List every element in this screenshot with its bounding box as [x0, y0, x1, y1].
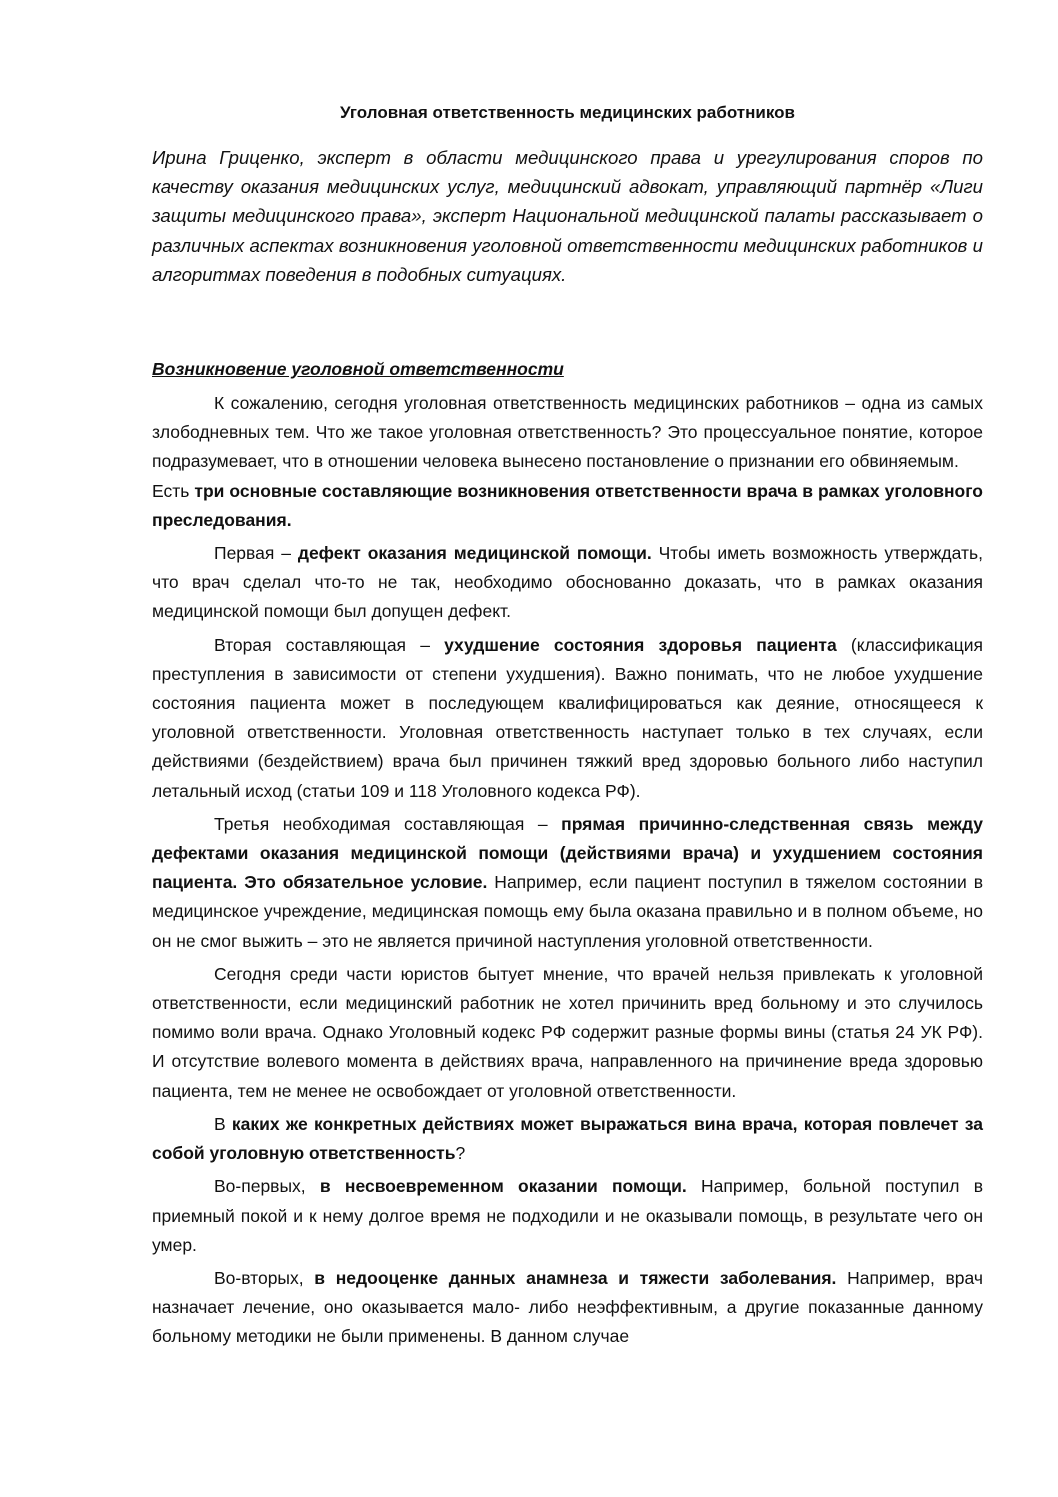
text-run: ?: [455, 1143, 466, 1164]
paragraph-3: [152, 539, 983, 627]
bold-run: прямая причинно-следственная связь между дефектами оказания медицинской помощи (действиями врача) и ухудшением состояния пациента. Это обязательное условие.: [152, 813, 983, 893]
paragraph-4: [152, 631, 983, 806]
document-page: [152, 96, 983, 1352]
bold-run: ухудшение состояния здоровья пациента: [444, 634, 837, 655]
bold-run: каких же конкретных действиях может выражаться вина врача, которая повлечет за собой уголовную ответственность: [152, 1113, 984, 1164]
text-run: Первая –: [214, 543, 298, 564]
text-run: В: [214, 1113, 232, 1134]
text-run: Есть: [152, 480, 195, 501]
paragraph-2: [152, 477, 983, 535]
section-heading: Возникновение уголовной ответственности: [152, 359, 564, 380]
paragraph-5: [152, 810, 983, 956]
paragraph-8: [152, 1172, 983, 1260]
text-run: (классификация преступления в зависимости от степени ухудшения). Важно понимать, что не любое ухудшение состояния пациента может в последующем квалифицироваться как деяние, относящееся к уголовной ответственности. Уголовная ответственность наступает только в тех случаях, если действиями (бездействием) врача был причинен тяжкий вред здоровью больного либо наступил летальный исход (статьи 109 и 118 Уголовного кодекса РФ).: [152, 634, 984, 801]
paragraph-9: [152, 1264, 983, 1352]
text-run: Вторая составляющая –: [214, 634, 445, 655]
paragraph-1: К сожалению, сегодня уголовная ответственность медицинских работников – одна из самых злободневных тем. Что же такое уголовная ответственность? Это процессуальное понятие, которое подразумевает, что в отношении человека вынесено постановление о признании его обвиняемым.: [152, 393, 983, 472]
bold-run: в несвоевременном оказании помощи.: [319, 1176, 687, 1197]
bold-run: три основные составляющие возникновения ответственности врача в рамках уголовного преследования.: [152, 480, 983, 530]
text-run: Например, больной поступил в приемный покой и к нему долгое время не подходили и не оказывали помощь, в результате чего он умер.: [152, 1176, 983, 1255]
text-run: Во-первых,: [214, 1176, 320, 1197]
text-run: Во-вторых,: [214, 1267, 315, 1288]
paragraph-6: Сегодня среди части юристов бытует мнение, что врачей нельзя привлекать к уголовной ответственности, если медицинский работник не хотел причинить вред больному и это случилось помимо воли врача. Однако Уголовный кодекс РФ содержит разные формы вины (статья 24 УК РФ). И отсутствие волевого момента в действиях врача, направленного на причинение вреда здоровью пациента, тем не менее не освобождает от уголовной ответственности.: [152, 963, 983, 1101]
text-run: Например, врач назначает лечение, оно оказывается мало- либо неэффективным, а другие показанные данному больному методики не были применены. В данном случае: [152, 1267, 983, 1347]
text-run: Чтобы иметь возможность утверждать, что врач сделал что-то не так, необходимо обоснованно доказать, что в рамках оказания медицинской помощи был допущен дефект.: [152, 543, 983, 622]
text-run: Например, если пациент поступил в тяжелом состоянии в медицинское учреждение, медицинская помощь ему была оказана правильно и в полном объеме, но он не смог выжить – это не является причиной наступления уголовной ответственности.: [152, 872, 984, 951]
bold-run: дефект оказания медицинской помощи.: [297, 543, 652, 564]
bold-run: в недооценке данных анамнеза и тяжести заболевания.: [314, 1267, 837, 1288]
lead-paragraph: Ирина Гриценко, эксперт в области медицинского права и урегулирования споров по качеству оказания медицинских услуг, медицинский адвокат, управляющий партнёр «Лиги защиты медицинского права», эксперт Национальной медицинской палаты рассказывает о различных аспектах возникновения уголовной ответственности медицинских работников и алгоритмах поведения в подобных ситуациях.: [152, 147, 983, 285]
text-run: Третья необходимая составляющая –: [214, 813, 562, 834]
paragraph-7: [152, 1110, 983, 1168]
page-title: Уголовная ответственность медицинских работников: [340, 103, 795, 122]
